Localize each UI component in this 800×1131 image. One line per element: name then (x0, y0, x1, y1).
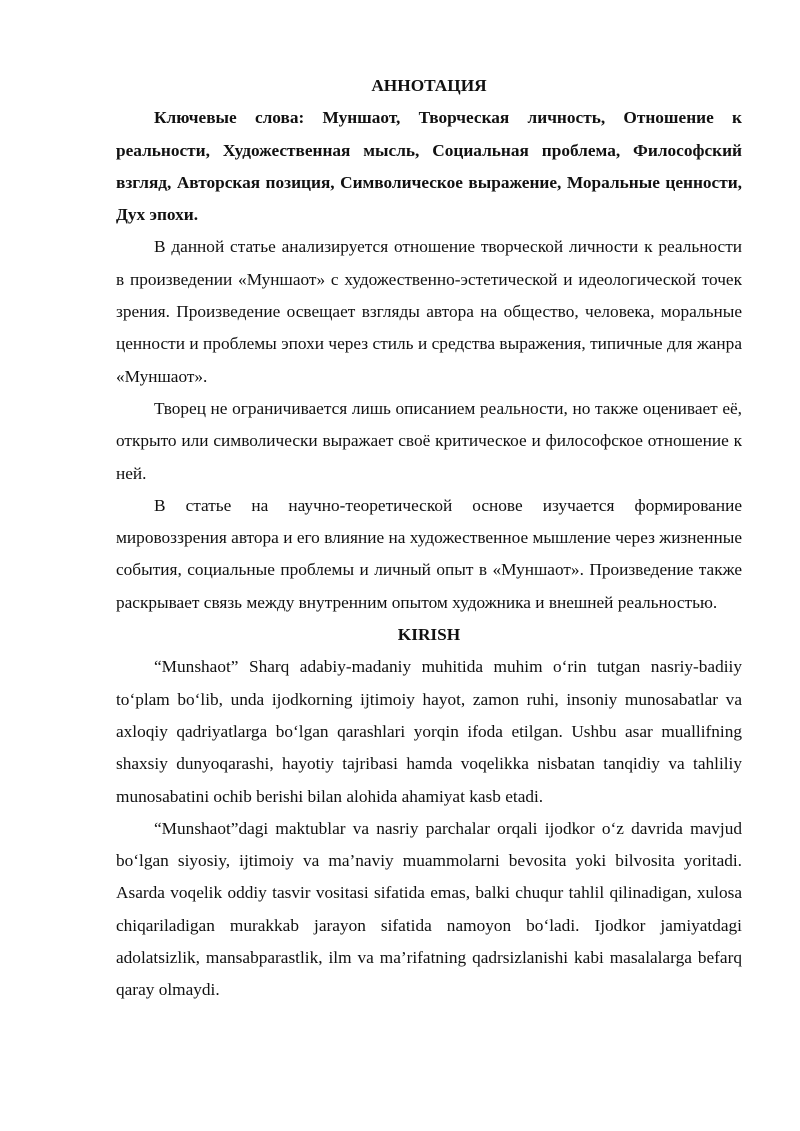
annotation-heading: АННОТАЦИЯ (371, 76, 487, 95)
annotation-paragraph-1: В данной статье анализируется отношение творческой личности к реальности в произведении «Муншаот» с художественно-эстетической и идеологической точек зрения. Произведение освещает взгляды автора на общество, человека, моральные ценности и проблемы эпохи через стиль и средства выражения, типичные для жанра «Муншаот». (116, 237, 742, 386)
document-page (116, 70, 742, 1007)
annotation-paragraph-2: Творец не ограничивается лишь описанием реальности, но также оценивает её, открыто или символически выражает своё критическое и философское отношение к ней. (116, 398, 742, 483)
annotation-paragraph-3: В статье на научно-теоретической основе изучается формирование мировоззрения автора и его влияние на художественное мышление через жизненные события, социальные проблемы и личный опыт в «Муншаот». Произведение также раскрывает связь между внутренним опытом художника и внешней реальностью. (116, 495, 742, 612)
introduction-paragraph-2: “Munshaot”dagi maktublar va nasriy parchalar orqali ijodkor o‘z davrida mavjud bo‘lgan siyosiy, ijtimoiy va ma’naviy muammolarni bevosita yoki bilvosita yoritadi. Asarda voqelik oddiy tasvir vositasi sifatida emas, balki chuqur tahlil qilinadigan, xulosa chiqariladigan murakkab jarayon sifatida namoyon bo‘ladi. Ijodkor jamiyatdagi adolatsizlik, mansabparastlik, ilm va ma’rifatning qadrsizlanishi kabi masalalarga befarq qaray olmaydi. (116, 818, 742, 1000)
keywords-paragraph: Ключевые слова: Муншаот, Творческая личность, Отношение к реальности, Художественная мысль, Социальная проблема, Философский взгляд, Авторская позиция, Символическое выражение, Моральные ценности, Дух эпохи. (116, 108, 742, 225)
introduction-paragraph-1: “Munshaot” Sharq adabiy-madaniy muhitida muhim o‘rin tutgan nasriy-badiiy to‘plam bo‘lib, unda ijodkorning ijtimoiy hayot, zamon ruhi, insoniy munosabatlar va axloqiy qadriyatlarga bo‘lgan qarashlari yorqin ifoda etilgan. Ushbu asar muallifning shaxsiy dunyoqarashi, hayotiy tajribasi hamda voqelikka nisbatan tanqidiy va tahliliy munosabatini ochib berishi bilan alohida ahamiyat kasb etadi. (116, 657, 742, 806)
introduction-heading: KIRISH (397, 625, 461, 645)
